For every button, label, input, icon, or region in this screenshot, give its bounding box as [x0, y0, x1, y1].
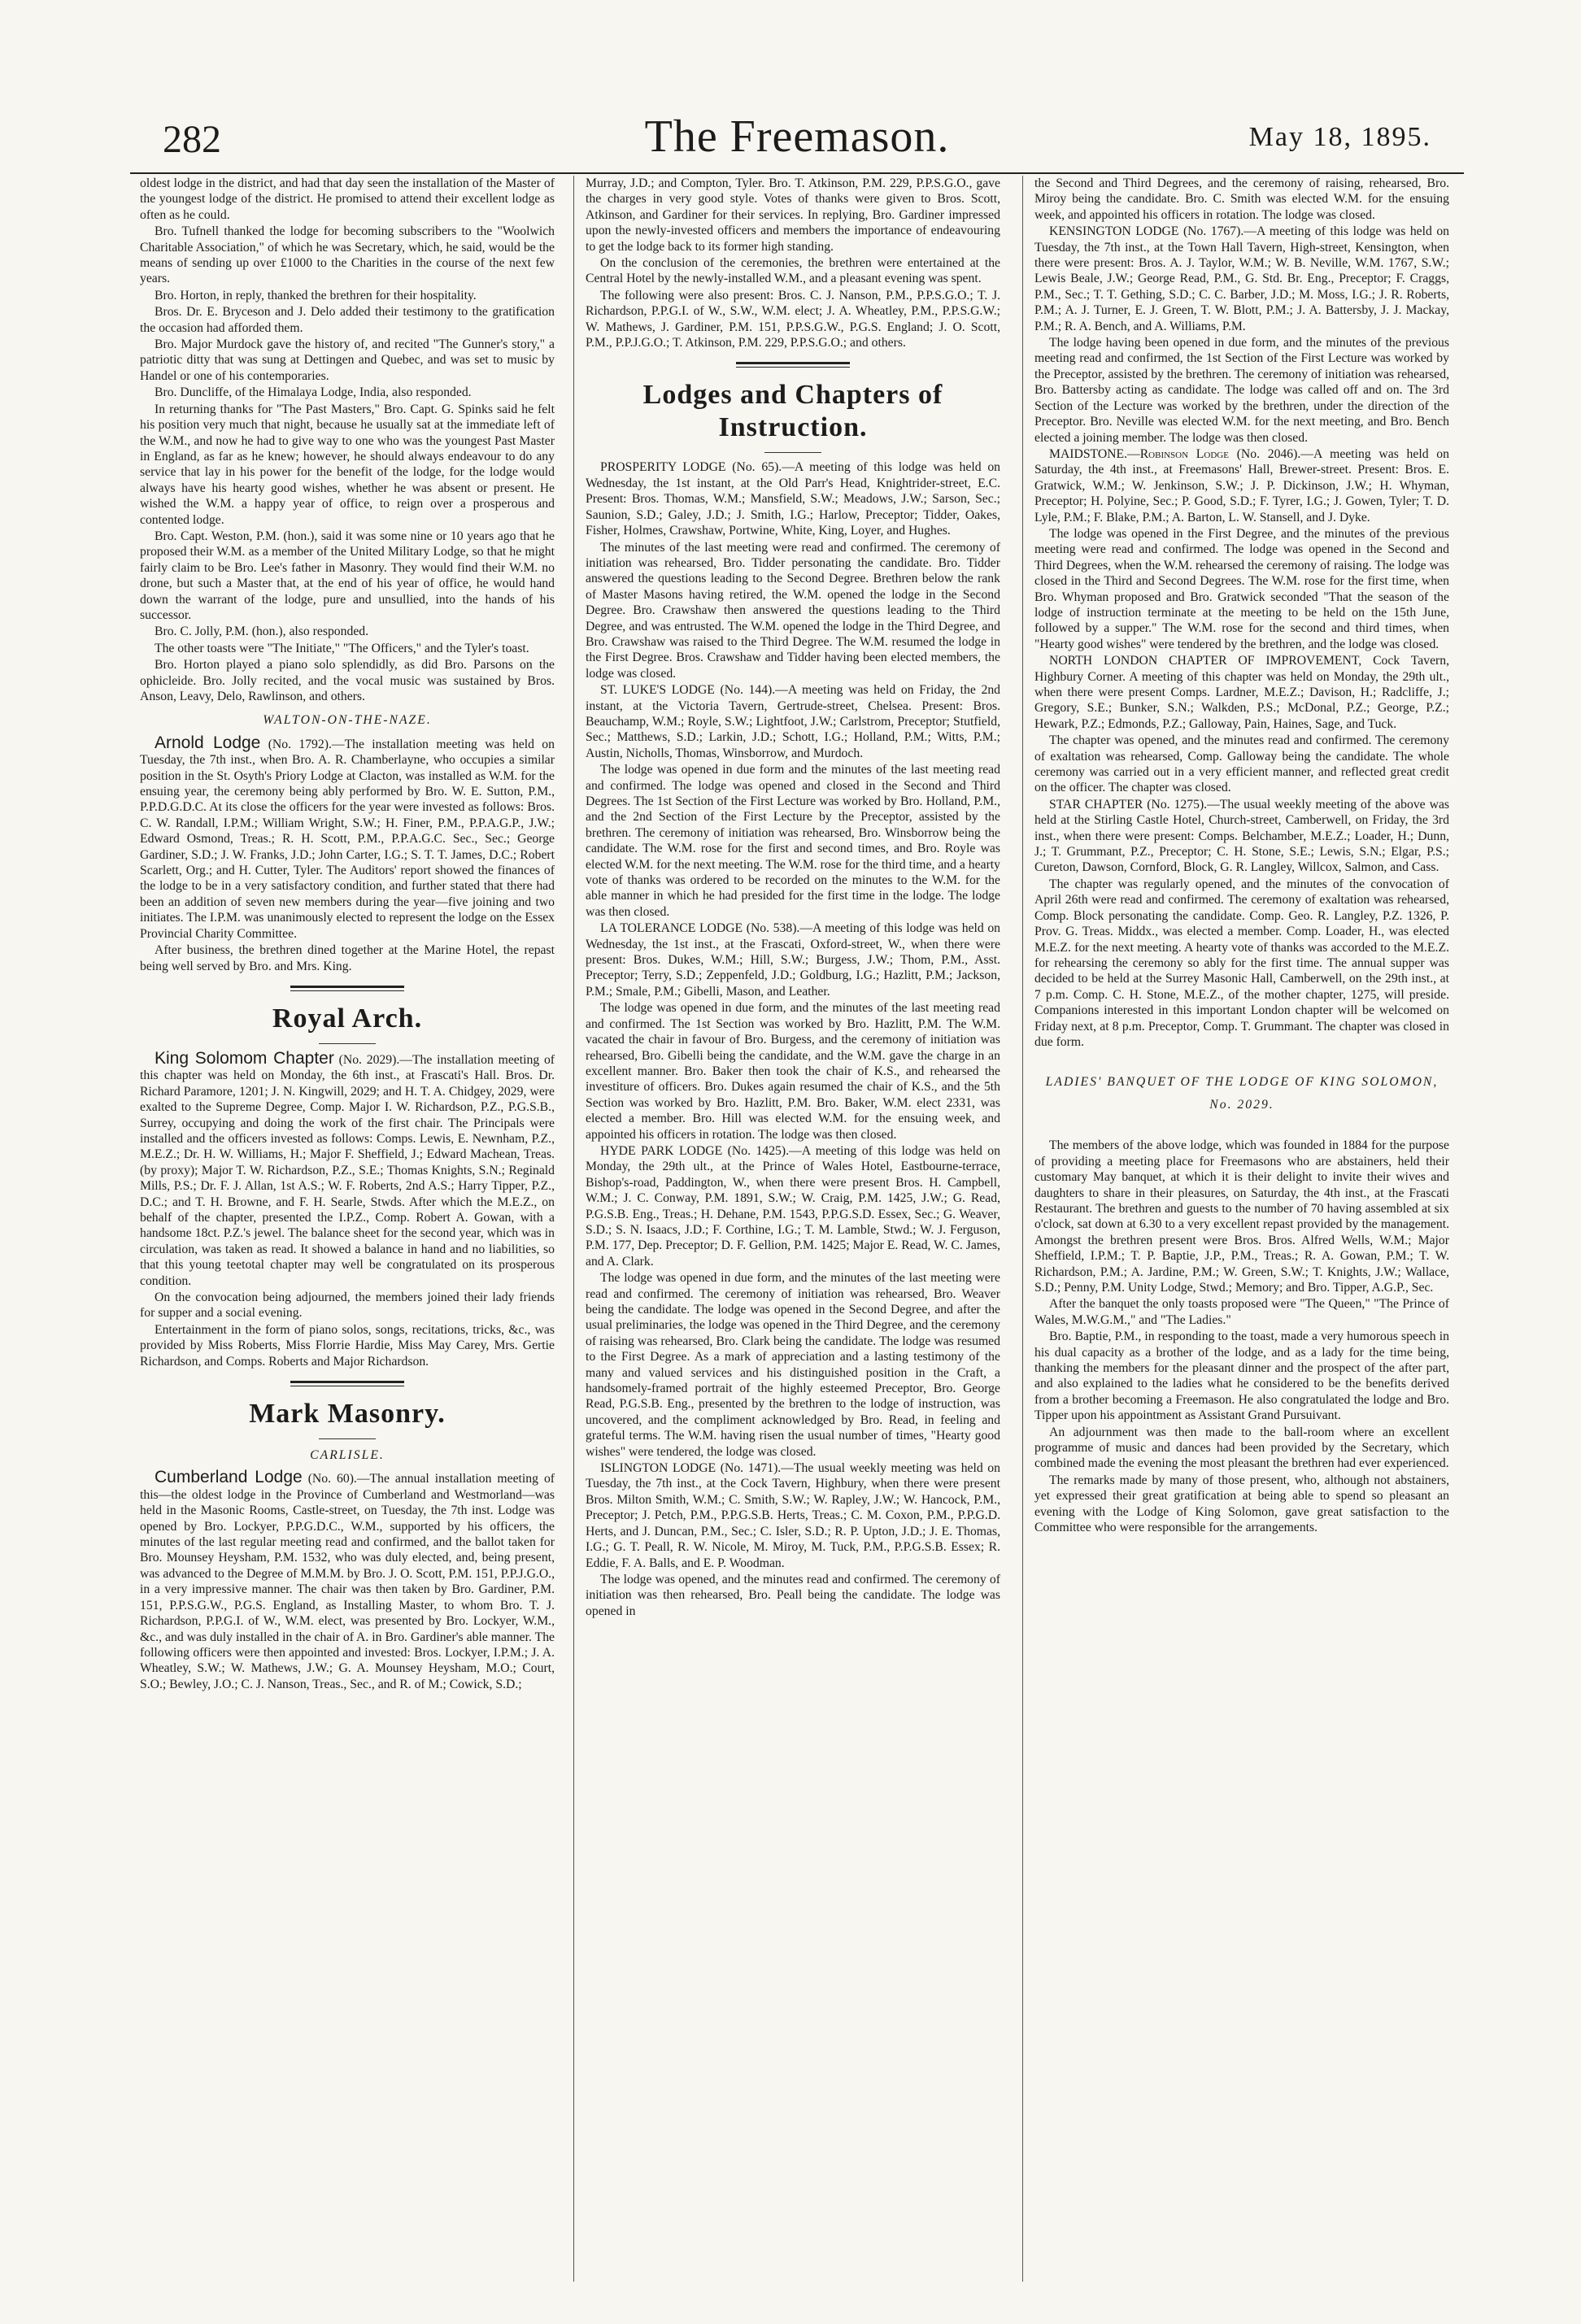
short-rule [764, 452, 821, 453]
section-place-heading: WALTON-ON-THE-NAZE. [263, 713, 432, 728]
masthead [130, 111, 1464, 172]
paragraph: An adjournment was then made to the ball-room where an excellent programme of music and dances had been provided by the Secretary, which combined made the evening the most pleasant the brethren had ever experienced. [1034, 1425, 1449, 1471]
paragraph: oldest lodge in the district, and had that day seen the installation of the Master of the youngest lodge of the district. He promised to attend their excellent lodge as often as he could. [140, 176, 555, 222]
report-text: (No. 538).—A meeting of this lodge was held on Wednesday, the 1st inst., at the Frascati, Oxford-street, W., when there were present: Bros. Dukes, W.M.; Hill, S.W.; Burgess, J.W.; Thom, P.M., Asst. Preceptor; Terry, S.D.; Zeppenfeld, J.D.; Goldburg, I.G.; Hazlitt, P.M.; Jackson, P.M.; Smale, P.M.; Gibelli, Mason, and Leather. [586, 921, 1000, 999]
paragraph: The lodge was opened in due form, and the minutes of the last meeting read and confirmed. The 1st Section was worked by Bro. Hazlitt, P.M. The W.M. vacated the chair in favour of Bro. Burgess, and the ceremony of initiation was rehearsed, Bro. Gibelli being the candidate, and the W.M. gave the charge in an excellent manner. Bro. Baker then took the chair of K.S., and rehearsed the investiture of officers. Bro. Dukes again resumed the chair of K.S., and the 5th Section was worked by Bro. Hazlitt, P.M. Bro. Baker, W.M. elect 2331, was elected a member. Bro. Hill was elected W.M. for the ensuing week, and appointed his officers in rotation. The lodge was then closed. [586, 1001, 1000, 1142]
header-rule [130, 172, 1464, 174]
paragraph: The lodge was opened, and the minutes read and confirmed. The ceremony of initiation was then rehearsed, Bro. Peall being the candidate. The lodge was opened in [586, 1572, 1000, 1618]
paragraph: The other toasts were "The Initiate," "The Officers," and the Tyler's toast. [155, 641, 529, 655]
report-paragraph [140, 735, 555, 942]
paragraph: Bro. Baptie, P.M., in responding to the toast, made a very humorous speech in his dual capacity as a brother of the lodge, and as a lady for the time being, thanking the members for the pleasant dinner and the prospect of the after part, and also explained to the ladies what he considered to be the benefits derived from a brother becoming a Freemason. He also congratulated the lodge and Bro. Tipper upon his appointment as Assistant Grand Pursuivant. [1034, 1330, 1449, 1423]
lodge-name: HYDE PARK LODGE [600, 1143, 723, 1158]
lodge-name: LA TOLERANCE LODGE [600, 921, 743, 936]
lodge-name: ISLINGTON LODGE [600, 1461, 716, 1476]
section-heading-lodges-of-instruction: Lodges and Chapters of Instruction. [642, 380, 943, 443]
report-text: (No. 1767).—A meeting of this lodge was held on Tuesday, the 7th inst., at the Town Hall Tavern, High-street, Kensington, when there were present: Bros. A. J. Taylor, W.M.; W. B. Neville, W.M. 1767, S.W.; Lewis Beale, J.W.; George Read, P.M., G. Std. Br. Eng., Preceptor; F. Craggs, P.M., Sec.; T. T. Gething, S.D.; C. C. Barber, J.D.; M. Moss, I.G.; J. R. Roberts, P.M.; A. J. Turner, E. J. Green, T. W. Blott, P.M.; J. A. Battersby, J. J. Mackay, P.M.; R. A. Bench, and A. Williams, P.M. [1034, 224, 1449, 333]
paragraph: Bro. Duncliffe, of the Himalaya Lodge, India, also responded. [155, 385, 472, 400]
paragraph: Entertainment in the form of piano solos, songs, recitations, tricks, &c., was provided by Miss Roberts, Miss Florrie Hardie, Miss May Carey, Mrs. Gertie Richardson, and Comps. Roberts and Major Richardson. [140, 1322, 555, 1369]
report-paragraph [140, 1048, 555, 1289]
column-divider [1022, 176, 1023, 2282]
paragraph: The following were also present: Bros. C. J. Nanson, P.M., P.P.S.G.O.; T. J. Richardson, P.P.G.I. of W., S.W., W.M. elect; J. A. Wheatley, P.M., P.P.S.G.W.; W. Mathews, J. Gardiner, P.M. 151, P.P.S.G.W., P.G.S. England; J. O. Scott, P.M., P.P.J.G.O.; T. Atkinson, P.M. 229, P.P.S.G.O.; and others. [586, 288, 1000, 350]
section-heading-royal-arch: Royal Arch. [272, 1003, 423, 1034]
section-rule [736, 362, 850, 368]
paragraph: The members of the above lodge, which was founded in 1884 for the purpose of providing a meeting place for Freemasons who are abstainers, held their customary May banquet, at which it is their delight to invite their wives and daughters to share in their pleasures, on Saturday, the 4th inst., at the Frascati Restaurant. The brethren and guests to the number of 70 having assembled at six o'clock, sat down at 6.30 to a very excellent repast provided by the management. Amongst the brethren present were Bros. Bros. Alfred Wells, W.M.; Major Sheffield, I.P.M.; T. P. Baptie, J.P., P.M., Treas.; R. A. Gowan, P.M.; T. W. Richardson, P.M.; A. Jardine, P.M.; W. Green, S.W.; T. Knights, J.W.; Wallace, S.D.; Penny, P.M. Unity Lodge, Stwd.; Memory; and Bro. Tipper, A.G.P., Sec. [1034, 1138, 1449, 1295]
paragraph: Bros. Dr. E. Bryceson and J. Delo added their testimony to the gratification the occasion had afforded them. [140, 305, 555, 335]
report-paragraph [1034, 653, 1449, 732]
report-text: (No. 2029).—The installation meeting of this chapter was held on Monday, the 6th inst., at Frascati's Hall. Bros. Dr. Richard Paramore, 1201; J. N. Kingwill, 2029; and H. T. A. Chidgey, 2029, were exalted to the Supreme Degree, Comp. Major I. W. Richardson, P.Z., P.G.S.B., Surrey, occupying and doing the work of the first chair. The Principals were installed and the officers invested as follows: Comps. Lewis, E. Newnham, P.Z., M.E.Z.; Dr. H. W. Williams, H.; Major F. Sheffield, J.; Edward Machean, Treas. (by proxy); Major T. W. Richardson, P.Z., S.E.; Thomas Knights, S.N.; Reginald Mills, P.S.; Dr. F. J. Allan, 1st A.S.; W. F. Roberts, 2nd A.S.; Harry Tipper, P.Z., D.C.; and T. H. Browne, and F. H. Searle, Stwds. After which the M.E.Z., on behalf of the chapter, presented the I.P.Z., Comp. Robert A. Gowan, with a handsome 18ct. P.Z.'s jewel. The balance sheet for the second year, which was in circulation, was taken as read. It showed a balance in hand and no liabilities, so that this young teetotal chapter may well be congratulated on its prosperous condition. [140, 1052, 555, 1288]
section-rule [290, 1381, 404, 1386]
paragraph: On the conclusion of the ceremonies, the brethren were entertained at the Central Hotel by the newly-installed W.M., and a pleasant evening was spent. [586, 256, 1000, 286]
lodge-name: KENSINGTON LODGE [1049, 224, 1179, 239]
paragraph: Bro. Capt. Weston, P.M. (hon.), said it was some nine or 10 years ago that he proposed their W.M. as a member of the United Military Lodge, so that he might fairly claim to be Bro. Lee's father in Masonry. They would find their W.M. no drone, but such a Master that, at the end of his year of office, he would hand down the warrant of the lodge, pure and unsullied, into the hands of his successor. [140, 529, 555, 622]
report-text: (No. 60).—The annual installation meeting of this—the oldest lodge in the Province of Cumberland and Westmorland—was held in the Masonic Rooms, Castle-street, on Tuesday, the 7th inst. Lodge was opened by Bro. Lockyer, P.P.G.D.C., W.M., supported by his officers, the minutes of the last regular meeting read and confirmed, and the ballot taken for Bro. Mounsey Heysham, P.M. 1532, who was duly elected, and, being present, was advanced to the Degree of M.M.M. by Bro. J. O. Scott, P.M. 151, P.P.J.G.O., in a very impressive manner. The chair was then taken by Bro. Gardiner, P.M. 151, P.P.S.G.W., P.G.S. England, as Installing Master, to whom Bro. T. J. Richardson, P.P.G.I. of W., W.M. elect, was presented by Bro. Lockyer, W.M., &c., and was duly installed in the chair of A. in Bro. Gardiner's able manner. The following officers were then appointed and invested: Bros. Lockyer, I.P.M.; J. A. Wheatley, S.W.; W. Mathews, J.W.; G. A. Mounsey Heysham, M.O.; Court, S.O.; Bewley, J.O.; C. J. Nanson, Treas., Sec., and R. of M.; Cowick, S.D.; [140, 1472, 555, 1691]
paragraph: On the convocation being adjourned, the members joined their lady friends for supper and a social evening. [140, 1290, 555, 1321]
short-rule [319, 1043, 376, 1044]
report-paragraph [586, 1143, 1000, 1269]
report-paragraph [586, 1460, 1000, 1571]
report-paragraph [586, 682, 1000, 761]
paragraph: Bro. Horton, in reply, thanked the brethren for their hospitality. [155, 288, 477, 302]
section-heading-mark-masonry: Mark Masonry. [249, 1399, 446, 1430]
paragraph: The chapter was regularly opened, and the minutes of the convocation of April 26th were read and confirmed. The ceremony of exaltation was rehearsed, Comp. Block personating the candidate. Comp. Geo. R. Langley, P.Z. 1326, P. Prov. G. Treas. Middx., was elected a member. Comp. Loader, H., was elected M.E.Z. for the next meeting. A hearty vote of thanks was accorded to the M.E.Z. for rehearsing the ceremony so ably for the first time. The annual supper was decided to be held at the Surrey Masonic Hall, Camberwell, on the 29th inst., at 7 p.m. Comp. C. H. Stone, M.E.Z., of the mother chapter, 1275, will preside. Companions interested in this important London chapter will be welcomed on Friday next, at 8 p.m. Preceptor, Comp. T. Grummant. The chapter was closed in due form. [1034, 877, 1449, 1049]
paragraph: In returning thanks for "The Past Masters," Bro. Capt. G. Spinks said he felt his position very much that night, because he usually sat at the immediate left of the W.M., and now he had to give way to one who was the youngest Past Master in England, as far as he knew; however, he should always endeavour to do any service that lay in his power for the benefit of the lodge, for the lodge would always have his hearty good wishes, whether he was absent or present. He wished the W.M. a happy year of office, to reign over a prosperous and contented lodge. [140, 402, 555, 527]
paragraph: The lodge was opened in the First Degree, and the minutes of the previous meeting were read and confirmed. The lodge was opened in the Second and Third Degrees, when the W.M. rehearsed the ceremony of raising. The lodge was closed in the Third and Second Degrees. The W.M. rose for the first time, when Bro. Whyman proposed and Bro. Gratwick seconded "That the season of the lodge of instruction terminate at the meeting to be held on the 15th June, followed by a supper." The W.M. rose for the second and third times, when "Hearty good wishes" were tendered by the brethren, and the lodge was closed. [1034, 526, 1449, 651]
page-number: 282 [163, 118, 221, 161]
column-divider [573, 176, 574, 2282]
section-rule [290, 986, 404, 991]
report-text: (No. 1275).—The usual weekly meeting of the above was held at the Stirling Castle Hotel, Church-street, Camberwell, on Friday, the 3rd inst., when there were present: Comps. Belchamber, M.E.Z.; Loader, H.; Dunn, J.; T. Grummant, P.Z., Preceptor; C. H. Stone, S.E.; Lewis, S.N.; Elgar, P.S.; Cureton, Dawson, Cornford, Block, G. R. Langley, Willcox, Salmon, and Cass. [1034, 797, 1449, 875]
column-3 [1034, 176, 1449, 2290]
report-paragraph [140, 1469, 555, 1692]
report-paragraph [1034, 797, 1449, 876]
chapter-name: STAR CHAPTER [1049, 797, 1143, 812]
paragraph: The lodge was opened in due form, and the minutes of the last meeting were read and confirmed. The ceremony of initiation was rehearsed, Bro. Weaver being the candidate. The lodge was opened in the Second Degree, and after the usual preliminaries, the lodge was opened in the Third Degree, and the ceremony of raising was rehearsed, Bro. Clark being the candidate. The lodge was resumed to the First Degree. As a mark of appreciation and a lasting testimony of the many and valued services and his distinguished position in the Craft, a handsomely-framed portrait of the highly esteemed Preceptor, Bro. George Read, P.G.S.B. Eng., presented by the brethren to the lodge of instruction, was uncovered, and the compliment acknowledged by Bro. Read, in feeling and grateful terms. The W.M. having risen the usual number of times, "Hearty good wishes" were tendered, the lodge was closed. [586, 1271, 1000, 1459]
paragraph: The minutes of the last meeting were read and confirmed. The ceremony of initiation was rehearsed, Bro. Tidder personating the candidate. Bro. Tidder answered the questions leading to the Second Degree. Brethren below the rank of Master Masons having retired, the W.M. opened the lodge in the Second Degree. Bro. Crawshaw then answered the questions leading to the Third Degree, and was entrusted. The W.M. opened the lodge in the Third Degree, and Bro. Crawshaw was raised to the Third Degree. The W.M. resumed the lodge in the First Degree. Bros. Crawshaw and Tidder having been elected members, the lodge was closed. [586, 540, 1000, 681]
paragraph: The lodge was opened in due form and the minutes of the last meeting read and confirmed. The lodge was opened and closed in the Second and Third Degrees. The 1st Section of the First Lecture was worked by Bro. Holland, P.M., and the 2nd Section of the First Lecture by the Preceptor, assisted by the brethren. The ceremony of initiation was rehearsed, Bro. Winsborrow being the candidate. The W.M. rose for the first and second times, and Bro. Royle was elected W.M. for the next meeting. The W.M. rose for the third time, and a hearty vote of thanks was ordered to be recorded on the minutes to the W.M. for the able manner in which he had presided for the first time in the lodge. The lodge was then closed. [586, 763, 1000, 919]
paragraph: The remarks made by many of those present, who, although not abstainers, yet expressed their great gratification at being able to spend so pleasant an evening with the Lodge of King Solomon, gave great satisfaction to the Committee who were responsible for the arrangements. [1034, 1473, 1449, 1535]
report-paragraph [1034, 224, 1449, 334]
paragraph: the Second and Third Degrees, and the ceremony of raising, rehearsed, Bro. Miroy being the candidate. Bro. C. Smith was elected W.M. for the ensuing week, and appointed his officers in rotation. The lodge was closed. [1034, 176, 1449, 222]
short-rule [319, 1438, 376, 1439]
newspaper-title: The Freemason. [644, 111, 950, 162]
report-paragraph [586, 920, 1000, 999]
lodge-name: PROSPERITY LODGE [600, 460, 726, 475]
paragraph: After the banquet the only toasts proposed were "The Queen," "The Prince of Wales, M.W.G.M.," and "The Ladies." [1034, 1297, 1449, 1327]
chapter-name: NORTH LONDON CHAPTER OF IMPROVEMENT, [1049, 654, 1362, 668]
column-2 [586, 176, 1000, 2290]
report-text: (No. 1471).—The usual weekly meeting was held on Tuesday, the 7th inst., at the Cock Tavern, Highbury, when there were present Bros. Milton Smith, W.M.; C. Smith, S.W.; W. Rapley, J.W.; W. Hancock, P.M., Preceptor; J. Petch, P.M., P.P.G.S.B. Herts, Treas.; C. M. Coxon, P.M., P.P.G.D. Herts, and J. Duncan, P.M., Sec.; C. Isler, S.D.; R. P. Upton, J.D.; J. E. Thomas, I.G.; G. T. Peall, R. W. Nicole, M. Miroy, M. Tuck, P.M., P.P.G.S.B. Essex; R. Eddie, F. A. Balls, and E. P. Woodman. [586, 1461, 1000, 1570]
paragraph: Bro. Major Murdock gave the history of, and recited "The Gunner's story," a patriotic ditty that was sung at Dettingen and Quebec, and was set to music by Handel or one of his contemporaries. [140, 337, 555, 383]
report-text: Cock Tavern, Highbury Corner. A meeting of this chapter was held on Monday, the 29th ult., when there were present Comps. Lardner, M.E.Z.; Davison, H.; Radcliffe, J.; Gregory, S.E.; Bunker, S.N.; Walkden, P.S.; McDonal, P.Z.; George, P.Z.; Hewark, P.Z.; Edmonds, P.Z.; Galloway, Pain, Haines, Sage, and Tuck. [1034, 654, 1449, 731]
article-heading-ladies-banquet: LADIES' BANQUET OF THE LODGE OF KING SOLOMON, No. 2029. [1045, 1075, 1439, 1112]
lodge-name: MAIDSTONE.—Robinson Lodge [1049, 446, 1229, 461]
chapter-name: King Solomom Chapter [155, 1048, 334, 1068]
paragraph: Bro. Horton played a piano solo splendidly, as did Bro. Parsons on the ophicleide. Bro. Jolly recited, and the vocal music was sustained by Bros. Anson, Leavy, Delo, Rawlinson, and others. [140, 658, 555, 703]
lodge-name: ST. LUKE'S LODGE [600, 683, 715, 698]
paragraph: Murray, J.D.; and Compton, Tyler. Bro. T. Atkinson, P.M. 229, P.P.S.G.O., gave the charges in very good style. Votes of thanks were given to Bros. Scott, Atkinson, and Gardiner for their services. In replying, Bro. Gardiner impressed upon the newly-invested officers and members the importance of endeavouring to get the lodge back to its former high standing. [586, 176, 1000, 254]
paragraph: The lodge having been opened in due form, and the minutes of the previous meeting read and confirmed, the 1st Section of the First Lecture was worked by the Preceptor, assisted by the brethren. The ceremony of initiation was rehearsed, Bro. Battersby acting as candidate. The lodge was called off and on. The 3rd Section of the Lecture was worked by the brethren, under the direction of the Preceptor. Bro. Neville was elected W.M. for the next meeting, and Bro. Bench elected a joining member. The lodge was then closed. [1034, 336, 1449, 445]
report-text: (No. 144).—A meeting was held on Friday, the 2nd instant, at the Victoria Tavern, Gertrude-street, Chelsea. Present: Bros. Beauchamp, W.M.; Royle, S.W.; Lightfoot, J.W.; Carlstrom, Preceptor; Stutfield, Sec.; Matthews, S.D.; Larkin, J.D.; Schott, I.G.; Holland, P.M.; Witts, P.M.; Austin, Nicholls, Thomas, Winsborrow, and Murdoch. [586, 683, 1000, 760]
paragraph: Bro. Tufnell thanked the lodge for becoming subscribers to the "Woolwich Charitable Association," of which he was Secretary, which, he said, would be the means of sending up over £1000 to the Charities in the course of the next few years. [140, 224, 555, 286]
issue-date: May 18, 1895. [1248, 122, 1431, 152]
report-text: (No. 1792).—The installation meeting was held on Tuesday, the 7th inst., when Bro. A. R. Chamberlayne, who occupies a similar position in the St. Osyth's Priory Lodge at Clacton, was installed as W.M. for the ensuing year, the ceremony being ably performed by Bro. W. E. Sutton, P.M., P.P.D.G.D.C. At its close the officers for the year were invested as follows: Bros. C. W. Randall, I.P.M.; William Wright, S.W.; H. Finer, P.M., P.P.A.G.P., J.W.; Edward Osmond, Treas.; R. H. Scott, P.M., P.P.A.G.C. Sec., Sec.; George Gardiner, S.D.; J. W. Franks, J.D.; John Carter, I.G.; S. T. T. James, D.C.; Robert Scarlett, Org.; and H. Cutter, Tyler. The Auditors' report showed the finances of the lodge to be in a very satisfactory condition, and further stated that there had been an addition of seven new members during the year—five joining and two initiates. The I.P.M. was unanimously elected to represent the lodge on the Essex Provincial Charity Committee. [140, 737, 555, 941]
column-1 [140, 176, 555, 2290]
paragraph: After business, the brethren dined together at the Marine Hotel, the repast being well served by Bro. and Mrs. King. [140, 943, 555, 973]
report-paragraph [586, 459, 1000, 538]
lodge-name: Arnold Lodge [155, 733, 261, 752]
section-place-heading: CARLISLE. [310, 1448, 385, 1463]
report-text: (No. 65).—A meeting of this lodge was held on Wednesday, the 1st instant, at the Old Parr's Head, Knightrider-street, E.C. Present: Bros. Thomas, W.M.; Mansfield, S.W.; Meadows, J.W.; Sarson, Sec.; Saunion, S.D.; Galey, J.D.; J. Smith, I.G.; Harlow, Preceptor; Tidder, Oakes, Fisher, Holmes, Crawshaw, Portwine, White, King, Loyer, and Hughes. [586, 460, 1000, 538]
paragraph: The chapter was opened, and the minutes read and confirmed. The ceremony of exaltation was rehearsed, Comp. Galloway being the candidate. The whole ceremony was carried out in a very efficient manner, and reflected great credit on the officer. The chapter was closed. [1034, 733, 1449, 795]
report-text: (No. 1425).—A meeting of this lodge was held on Monday, the 29th ult., at the Prince of Wales Hotel, Eastbourne-terrace, Bishop's-road, Paddington, W., when there were present Bros. H. Campbell, W.M.; J. C. Conway, P.M. 1891, S.W.; W. Craig, P.M. 1425, J.W.; G. Read, P.G.S.B. Eng., Treas.; H. Dehane, P.M. 1543, P.P.G.S.D. Essex, Sec.; G. Weaver, S.D.; S. N. Isaacs, J.D.; F. Corthine, I.G.; T. M. Lamble, Stwd.; W. J. Ferguson, P.M. 177, Dep. Preceptor; D. F. Gellion, P.M. 1425; Major E. Read, W. C. James, and A. Clark. [586, 1143, 1000, 1269]
paragraph: Bro. C. Jolly, P.M. (hon.), also responded. [155, 625, 369, 639]
report-paragraph [1034, 446, 1449, 525]
report-text: (No. 2046).—A meeting was held on Saturday, the 4th inst., at Freemasons' Hall, Brewer-street. Present: Bros. E. Gratwick, W.M.; W. Jenkinson, S.W.; J. P. Dickinson, J.W.; H. Whyman, Preceptor; H. Polyine, Sec.; P. Good, S.D.; F. Tyrer, I.G.; J. Gowen, Tyler; T. D. Lyle, P.M.; F. Blake, P.M.; A. Barton, L. W. Stansell, and J. Dyke. [1034, 446, 1449, 524]
lodge-name: Cumberland Lodge [155, 1468, 303, 1487]
